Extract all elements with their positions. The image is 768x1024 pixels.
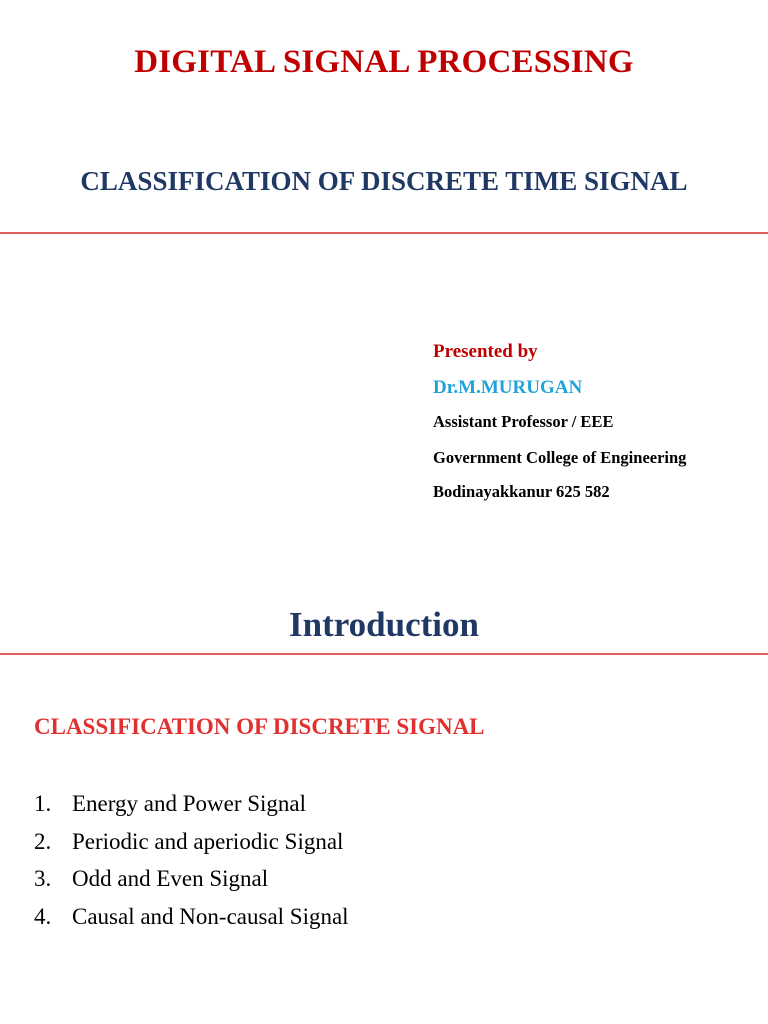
- list-item-number: 2.: [34, 828, 52, 854]
- presented-by-label: Presented by: [433, 341, 538, 362]
- presenter-name: Dr.M.MURUGAN: [433, 377, 583, 398]
- list-item-text: Causal and Non-causal Signal: [72, 903, 349, 929]
- list-item: [34, 898, 349, 936]
- list-item-number: 1.: [34, 791, 52, 816]
- list-item: [34, 823, 349, 861]
- slide-subtitle: CLASSIFICATION OF DISCRETE TIME SIGNAL: [80, 166, 688, 196]
- classification-list: [34, 785, 349, 935]
- presenter-role: Assistant Professor / EEE: [433, 412, 614, 431]
- list-item-text: Energy and Power Signal: [72, 791, 307, 816]
- list-item: [34, 860, 349, 898]
- main-title: DIGITAL SIGNAL PROCESSING: [134, 44, 634, 80]
- presenter-address: Bodinayakkanur 625 582: [433, 482, 610, 501]
- introduction-slide: [0, 512, 768, 1024]
- presenter-block: [433, 338, 763, 504]
- classification-heading: CLASSIFICATION OF DISCRETE SIGNAL: [34, 714, 485, 739]
- introduction-title: Introduction: [289, 605, 479, 644]
- list-item: [34, 785, 349, 823]
- list-item-text: Periodic and aperiodic Signal: [72, 828, 344, 854]
- list-item-number: 3.: [34, 866, 52, 891]
- title-divider: [0, 232, 768, 234]
- presenter-college: Government College of Engineering: [433, 448, 687, 467]
- list-item-text: Odd and Even Signal: [72, 866, 269, 891]
- introduction-divider: [0, 653, 768, 655]
- list-item-number: 4.: [34, 903, 52, 929]
